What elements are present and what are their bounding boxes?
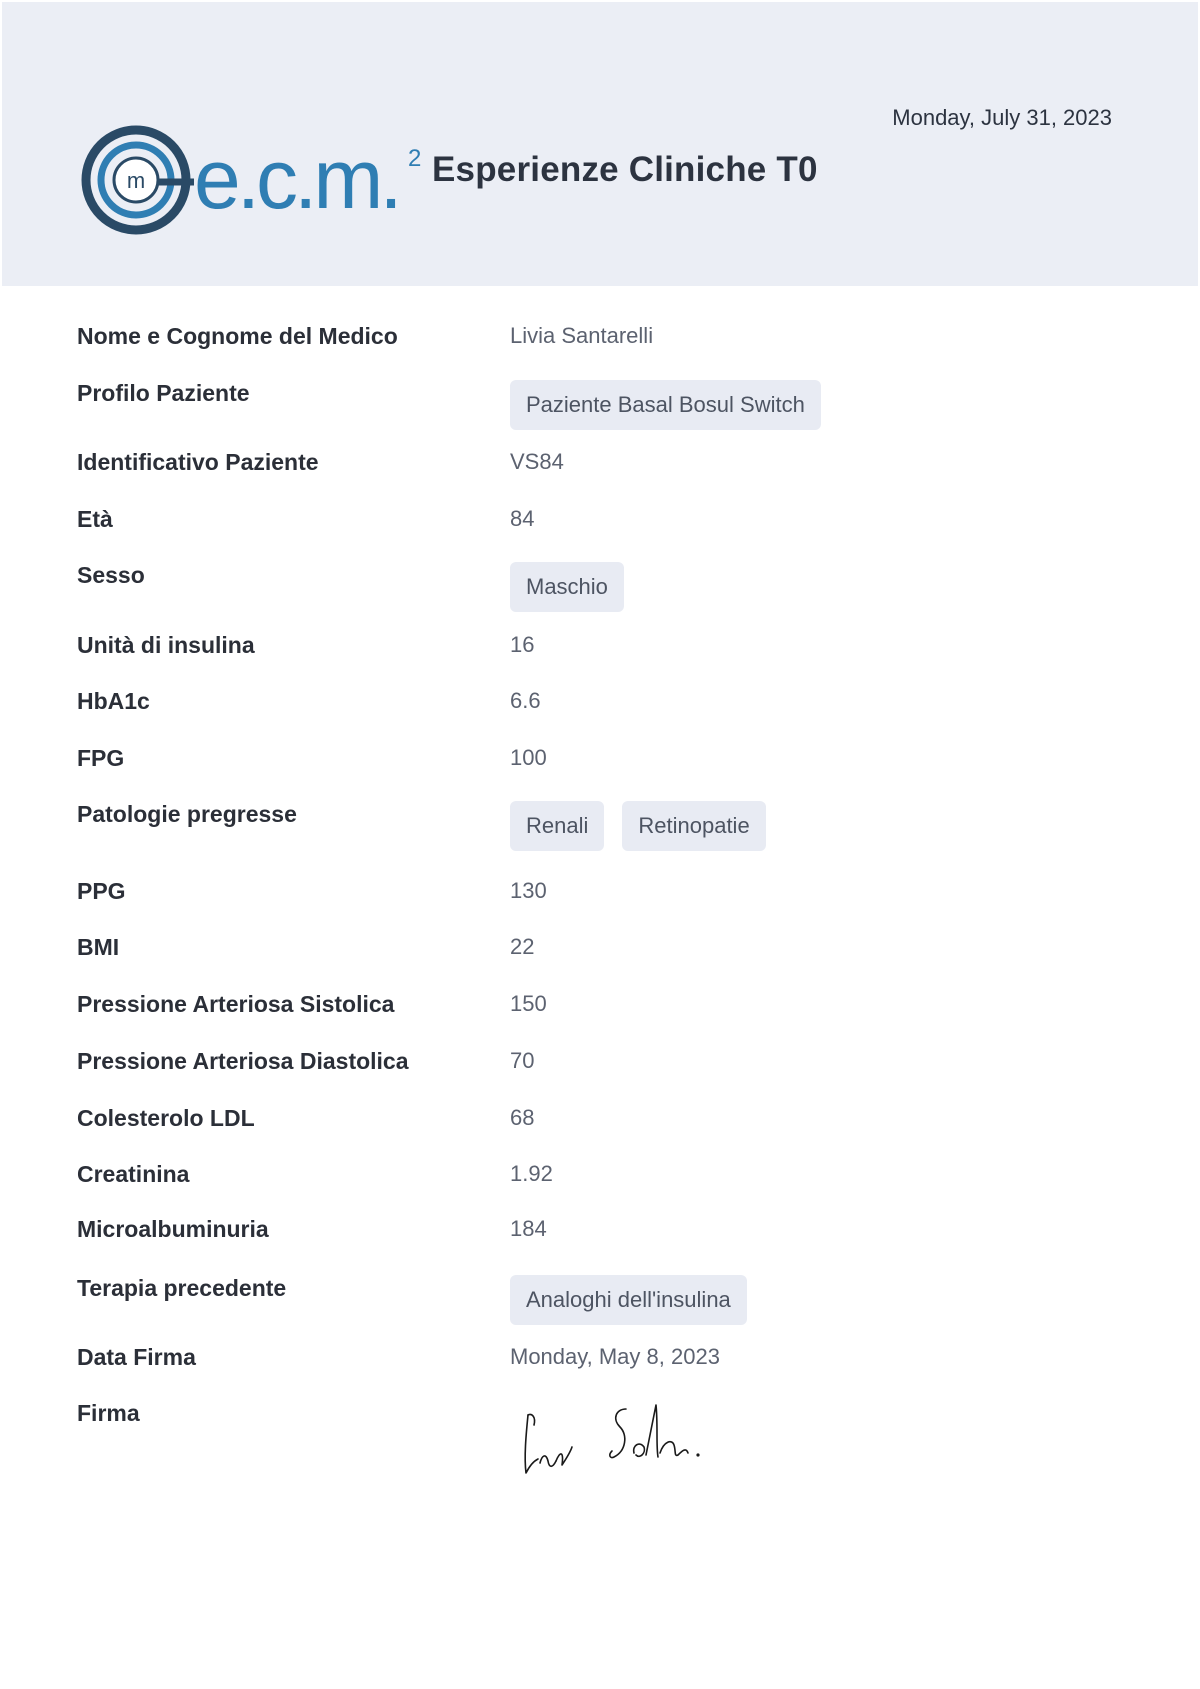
field-value: 130 — [510, 878, 547, 903]
logo-superscript: 2 — [408, 145, 422, 172]
field-value: 70 — [510, 1048, 535, 1073]
chip-group — [510, 801, 766, 851]
field-value: 68 — [510, 1105, 535, 1130]
logo-wordmark: e.c.m. — [194, 132, 399, 226]
chip: Analoghi dell'insulina — [510, 1275, 747, 1325]
field-label: Colesterolo LDL — [77, 1105, 255, 1131]
field-label: Firma — [77, 1400, 140, 1426]
chip: Paziente Basal Bosul Switch — [510, 380, 821, 430]
field-value: 16 — [510, 632, 535, 657]
field-value: 22 — [510, 934, 535, 959]
field-label: Unità di insulina — [77, 632, 255, 658]
field-value: 100 — [510, 745, 547, 770]
field-label: Età — [77, 506, 113, 532]
field-label: Data Firma — [77, 1344, 196, 1370]
field-label: Identificativo Paziente — [77, 449, 319, 475]
handwritten-signature — [516, 1395, 726, 1485]
field-value: 184 — [510, 1216, 547, 1241]
field-label: Creatinina — [77, 1161, 190, 1187]
chip-group — [510, 380, 821, 430]
field-label: Terapia precedente — [77, 1275, 287, 1301]
field-label: Nome e Cognome del Medico — [77, 323, 398, 349]
chip: Retinopatie — [622, 801, 765, 851]
field-label: BMI — [77, 934, 120, 960]
field-label: FPG — [77, 745, 125, 771]
field-value: 1.92 — [510, 1161, 553, 1186]
ecm-logo — [76, 120, 432, 242]
field-value: 84 — [510, 506, 535, 531]
chip-group — [510, 1275, 747, 1325]
chip: Renali — [510, 801, 604, 851]
field-label: Pressione Arteriosa Diastolica — [77, 1048, 409, 1074]
chip: Maschio — [510, 562, 624, 612]
header-date: Monday, July 31, 2023 — [892, 105, 1112, 130]
field-label: Microalbuminuria — [77, 1216, 269, 1242]
field-label: Sesso — [77, 562, 145, 588]
field-label: Patologie pregresse — [77, 801, 297, 827]
field-value: Monday, May 8, 2023 — [510, 1344, 720, 1369]
field-label: HbA1c — [77, 688, 150, 714]
field-value: 150 — [510, 991, 547, 1016]
svg-text:m: m — [126, 168, 146, 193]
field-value: VS84 — [510, 449, 564, 474]
page-title: Esperienze Cliniche T0 — [432, 150, 818, 189]
field-label: Pressione Arteriosa Sistolica — [77, 991, 395, 1017]
field-value: Livia Santarelli — [510, 323, 654, 348]
field-label: PPG — [77, 878, 126, 904]
field-value: 6.6 — [510, 688, 541, 713]
chip-group — [510, 562, 624, 612]
field-label: Profilo Paziente — [77, 380, 250, 406]
